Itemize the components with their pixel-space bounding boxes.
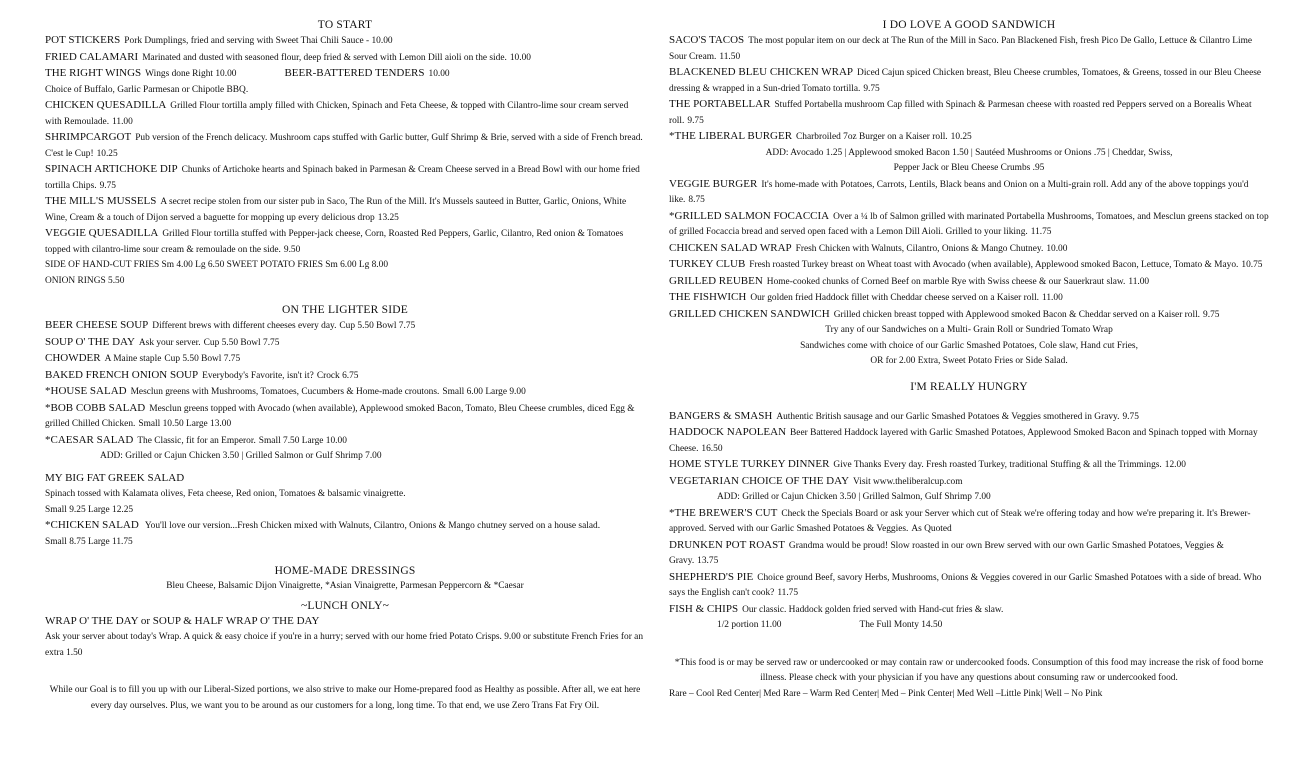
item-desc: Beer Battered Haddock layered with Garlic Smashed Potatoes, Applewood Smoked Bacon and Spinach topped with Mornay Cheese. <box>669 428 1258 454</box>
item-name: WRAP O' THE DAY or SOUP & HALF WRAP O' THE DAY <box>45 614 320 627</box>
fish-chips-portions <box>669 618 1269 634</box>
item-name: THE PORTABELLAR <box>669 98 771 110</box>
to-start-list-2 <box>45 98 645 258</box>
item-price: 9.50 <box>283 244 301 255</box>
item-desc: The Classic, fit for an Emperor. <box>137 435 256 446</box>
add-on-line: ADD: Avocado 1.25 | Applewood smoked Bacon 1.50 | Sautéed Mushrooms or Onions .75 | Cheddar, Swiss, <box>765 147 1173 158</box>
item-name: SHEPHERD'S PIE <box>669 570 754 583</box>
item-desc: Check the Specials Board or ask your Server which cut of Steak we're offering today and how we're preparing it. It's Brewer-approved. Served with our Garlic Smashed Potatoes & Veggies. <box>669 508 1251 534</box>
item-desc: Choice ground Beef, savory Herbs, Mushrooms, Onions & Veggies covered in our Garlic Smashed Potatoes with a side of bread. Who says the English can't cook? <box>669 572 1262 598</box>
add-on-line-2: Pepper Jack or Bleu Cheese Crumbs .95 <box>893 163 1045 173</box>
section-heading-dressings: HOME-MADE DRESSINGS <box>274 565 416 577</box>
item-price: 8.75 <box>688 195 705 205</box>
item-desc: A secret recipe stolen from our sister pub in Saco, The Run of the Mill. It's Mussels sauteed in Butter, Garlic, Onions, White Wine, Cream & a touch of Dijon served a baguette for mopping up every delicious drop <box>45 197 627 223</box>
item-desc: Authentic British sausage and our Garlic Smashed Potatoes & Veggies smothered in Gravy. <box>776 411 1120 422</box>
menu-item <box>669 65 1269 97</box>
menu-item <box>45 130 645 162</box>
sandwich-note: OR for 2.00 Extra, Sweet Potato Fries or Side Salad. <box>870 356 1068 366</box>
item-desc: Mesclun greens with Mushrooms, Tomatoes, Cucumbers & Home-made croutons. <box>130 387 440 397</box>
menu-item <box>45 384 645 401</box>
item-name: DRUNKEN POT ROAST <box>669 538 785 551</box>
item-name: *GRILLED SALMON FOCACCIA <box>669 209 830 222</box>
menu-item <box>669 457 1269 474</box>
item-desc: You'll love our version...Fresh Chicken mixed with Walnuts, Cilantro, Onions & Mango chutney served on a house salad. <box>144 521 601 531</box>
menu-item <box>45 368 645 385</box>
sandwich-list <box>669 33 1269 146</box>
item-name: *BOB COBB SALAD <box>45 401 146 414</box>
item-name: FISH & CHIPS <box>669 602 739 615</box>
item-name: *CHICKEN SALAD <box>45 519 139 531</box>
health-footer: While our Goal is to fill you up with our Liberal-Sized portions, we also strive to make our Home-prepared food as Healthy as possible. After all, we eat here every day ourselves. Plus, we want you to be around as our customers for a long, long time. To that end, we use Zero Trans Fat Fry Oil. <box>49 685 641 711</box>
item-price: 9.75 <box>687 115 704 126</box>
item-desc: Diced Cajun spiced Chicken breast, Bleu Cheese crumbles, Tomatoes, & Greens, tossed in our Bleu Cheese dressing & wrapped in a Sun-dried Tomato tortilla. <box>669 68 1262 94</box>
menu-item <box>45 335 645 352</box>
hungry-list <box>669 409 1269 491</box>
item-name: *THE LIBERAL BURGER <box>669 130 793 142</box>
item-desc: It's home-made with Potatoes, Carrots, Lentils, Black beans and Onion on a Multi-grain roll. Add any of the above toppings you'd like. <box>669 179 1249 205</box>
raw-food-disclaimer: *This food is or may be served raw or undercooked or may contain raw or undercooked foods. Consumption of this food may increase the risk of food borne illness. Please check with your physician if you have any questions about consuming raw or undercooked food. <box>674 657 1264 683</box>
menu-item <box>45 194 645 226</box>
menu-item <box>669 209 1269 241</box>
item-desc: Pork Dumplings, fried and serving with Sweet Thai Chili Sauce - 10.00 <box>124 36 393 46</box>
menu-item <box>45 33 645 50</box>
item-name: BEER-BATTERED TENDERS <box>284 67 425 79</box>
menu-item <box>45 162 645 194</box>
section-heading-sandwich: I DO LOVE A GOOD SANDWICH <box>882 19 1056 31</box>
item-price: 12.00 <box>1164 460 1186 470</box>
item-name: HADDOCK NAPOLEAN <box>669 426 787 438</box>
sandwich-note: Try any of our Sandwiches on a Multi- Grain Roll or Sundried Tomato Wrap <box>825 325 1113 335</box>
item-desc: Ask your server about today's Wrap. A quick & easy choice if you're in a hurry; served with our home fried Potato Crisps. 9.00 or substitute French Fries for an extra 1.50 <box>45 632 644 658</box>
menu-item <box>669 538 1269 570</box>
item-desc: Chunks of Artichoke hearts and Spinach baked in Parmesan & Cream Cheese served in a Bread Bowl with our home fried tortilla Chips. <box>45 165 640 191</box>
item-desc: Spinach tossed with Kalamata olives, Feta cheese, Red onion, Tomatoes & balsamic vinaigrette. <box>45 489 406 499</box>
menu-item <box>45 433 645 450</box>
item-name: SOUP O' THE DAY <box>45 335 135 348</box>
item-name: *THE BREWER'S CUT <box>669 506 778 519</box>
item-price: Small 10.50 Large 13.00 <box>138 419 232 429</box>
to-start-list <box>45 33 645 66</box>
item-price: 10.25 <box>96 148 118 159</box>
item-name: CHICKEN QUESADILLA <box>45 99 167 111</box>
item-price: 11.00 <box>112 116 133 127</box>
item-desc: Grilled chicken breast topped with Applewood smoked Bacon & Cheddar served on a Kaiser roll. <box>833 309 1201 320</box>
item-price: 11.50 <box>719 51 741 62</box>
item-desc: Our classic. Haddock golden fried served with Hand-cut fries & slaw. <box>742 604 1004 615</box>
menu-item <box>45 614 645 662</box>
menu-item <box>45 66 645 98</box>
item-name: CHOWDER <box>45 352 101 364</box>
item-name: FRIED CALAMARI <box>45 50 139 63</box>
menu-item <box>669 241 1269 258</box>
item-desc: Fresh Chicken with Walnuts, Cilantro, Onions & Mango Chutney. <box>795 243 1044 254</box>
menu-item <box>669 425 1269 457</box>
item-price: 10.75 <box>1241 260 1263 270</box>
section-heading-lighter: ON THE LIGHTER SIDE <box>282 304 408 316</box>
section-heading-hungry: I'M REALLY HUNGRY <box>910 380 1028 393</box>
menu-item <box>45 226 645 258</box>
menu-item <box>669 274 1269 291</box>
menu-item <box>669 409 1269 426</box>
item-name: VEGGIE QUESADILLA <box>45 227 159 239</box>
add-on-line: ADD: Grilled or Cajun Chicken 3.50 | Grilled Salmon or Gulf Shrimp 7.00 <box>100 451 382 461</box>
item-price: Cup 5.50 Bowl 7.75 <box>203 337 280 348</box>
item-desc: Wings done Right 10.00 <box>145 69 237 79</box>
menu-item <box>669 570 1269 602</box>
item-price: Small 7.50 Large 10.00 <box>258 435 347 446</box>
item-price: Small 9.25 Large 12.25 <box>45 504 134 515</box>
item-name: VEGGIE BURGER <box>669 177 758 190</box>
item-name: BAKED FRENCH ONION SOUP <box>45 368 199 381</box>
item-desc: Choice of Buffalo, Garlic Parmesan or Chipotle BBQ. <box>45 84 249 95</box>
item-price: 11.75 <box>1030 227 1052 237</box>
item-price: 11.00 <box>1042 293 1063 303</box>
menu-item <box>45 401 645 433</box>
menu-item <box>669 602 1269 619</box>
item-name: TURKEY CLUB <box>669 258 746 270</box>
item-name: THE RIGHT WINGS <box>45 67 142 79</box>
item-desc: Pub version of the French delicacy. Mushroom caps stuffed with Garlic butter, Gulf Shrimp & Brie, served with a side of French bread. C'est le Cup! <box>45 133 643 159</box>
item-price: Small 8.75 Large 11.75 <box>45 536 133 547</box>
item-name: HOME STYLE TURKEY DINNER <box>669 458 830 470</box>
item-name: SHRIMPCARGOT <box>45 131 132 143</box>
item-desc: Stuffed Portabella mushroom Cap filled with Spinach & Parmesan cheese with roasted red Peppers served on a Borealis Wheat roll. <box>669 100 1252 126</box>
menu-item <box>669 474 1269 491</box>
item-desc: Visit www.theliberalcup.com <box>853 476 963 487</box>
doneness-guide: Rare – Cool Red Center| Med Rare – Warm Red Center| Med – Pink Center| Med Well –Little Pink| Well – No Pink <box>669 688 1103 699</box>
menu-item <box>669 97 1269 129</box>
item-price: 10.00 <box>428 69 450 79</box>
item-desc: Different brews with different cheeses every day. <box>152 321 337 331</box>
menu-item <box>669 177 1269 209</box>
lighter-list <box>45 318 645 449</box>
item-price: 11.00 <box>1128 276 1150 287</box>
full-portion-price: The Full Monty 14.50 <box>859 620 943 630</box>
item-desc: Our golden fried Haddock fillet with Cheddar cheese served on a Kaiser roll. <box>750 293 1040 303</box>
item-desc: Home-cooked chunks of Corned Beef on marble Rye with Swiss cheese & our Sauerkraut slaw. <box>766 276 1126 287</box>
item-name: SACO'S TACOS <box>669 34 745 46</box>
item-price: 10.00 <box>1046 243 1068 254</box>
item-name: GRILLED CHICKEN SANDWICH <box>669 307 830 320</box>
menu-item <box>669 290 1269 307</box>
right-column <box>669 18 1269 702</box>
add-on-line: ADD: Grilled or Cajun Chicken 3.50 | Grilled Salmon, Gulf Shrimp 7.00 <box>717 492 991 502</box>
hungry-list-2 <box>669 506 1269 619</box>
sandwich-list-2 <box>669 177 1269 324</box>
fries-line: SIDE OF HAND-CUT FRIES Sm 4.00 Lg 6.50 SWEET POTATO FRIES Sm 6.00 Lg 8.00 <box>45 260 389 270</box>
menu-item <box>45 471 645 519</box>
item-price: 10.00 <box>509 52 531 63</box>
menu-item <box>669 257 1269 274</box>
sandwich-note: Sandwiches come with choice of our Garlic Smashed Potatoes, Cole slaw, Hand cut Fries, <box>800 340 1138 351</box>
item-price: 13.75 <box>697 556 719 566</box>
item-name: THE MILL'S MUSSELS <box>45 195 157 207</box>
item-desc: Fresh roasted Turkey breast on Wheat toast with Avocado (when available), Applewood smoked Bacon, Lettuce, Tomato & Mayo. <box>749 260 1239 270</box>
item-price: 9.75 <box>863 83 880 94</box>
item-name: VEGETARIAN CHOICE OF THE DAY <box>669 474 850 487</box>
item-desc: A Maine staple <box>104 354 162 364</box>
item-name: BLACKENED BLEU CHICKEN WRAP <box>669 66 854 78</box>
item-desc: Marinated and dusted with seasoned flour, deep fried & served with Lemon Dill aioli on the side. <box>142 52 507 63</box>
item-name: BEER CHEESE SOUP <box>45 319 149 331</box>
menu-item <box>45 318 645 335</box>
menu-item <box>669 129 1269 146</box>
item-price: Crock 6.75 <box>316 370 359 381</box>
menu-item <box>669 307 1269 324</box>
item-name: CHICKEN SALAD WRAP <box>669 241 792 254</box>
item-desc: Grilled Flour tortilla amply filled with Chicken, Spinach and Feta Cheese, & topped with Cilantro-lime sour cream served with Remoulade. <box>45 101 629 127</box>
item-price: 16.50 <box>701 443 723 454</box>
item-price: Cup 5.50 Bowl 7.75 <box>164 354 241 364</box>
item-desc: Give Thanks Every day. Fresh roasted Turkey, traditional Stuffing & all the Trimmings. <box>833 460 1162 470</box>
item-price: 9.75 <box>1122 411 1139 422</box>
item-name: MY BIG FAT GREEK SALAD <box>45 471 185 484</box>
item-price: 9.75 <box>1203 309 1220 320</box>
item-desc: Over a ¼ lb of Salmon grilled with marinated Portabella Mushrooms, Tomatoes, and Mesclun greens stacked on top of grilled Focaccia bread and served open faced with a Lemon Dill Aioli. Grilled to your liking. <box>669 211 1269 237</box>
item-desc: Charbroiled 7oz Burger on a Kaiser roll. <box>796 132 948 142</box>
item-price: As Quoted <box>911 524 952 534</box>
item-price: 13.25 <box>377 212 399 223</box>
item-name: BANGERS & SMASH <box>669 409 773 422</box>
item-name: GRILLED REUBEN <box>669 274 763 287</box>
item-desc: Ask your server. <box>138 337 201 348</box>
item-price: 9.75 <box>99 180 116 191</box>
menu-item <box>45 98 645 130</box>
section-heading-lunch: ~LUNCH ONLY~ <box>300 599 390 612</box>
item-name: SPINACH ARTICHOKE DIP <box>45 163 178 175</box>
item-price: Small 6.00 Large 9.00 <box>442 387 526 397</box>
item-name: THE FISHWICH <box>669 291 747 303</box>
menu-item <box>669 506 1269 538</box>
item-price: 11.75 <box>777 588 799 598</box>
menu-item <box>45 50 645 67</box>
menu-item <box>669 33 1269 65</box>
onion-rings-line: ONION RINGS 5.50 <box>45 275 125 286</box>
item-desc: Grandma would be proud! Slow roasted in our own Brew served with our own Garlic Smashed Potatoes, Veggies & Gravy. <box>669 540 1224 566</box>
menu-item <box>45 351 645 368</box>
item-price: 10.25 <box>950 132 972 142</box>
dressings-list: Bleu Cheese, Balsamic Dijon Vinaigrette, *Asian Vinaigrette, Parmesan Peppercorn & *Caesar <box>166 581 524 591</box>
item-desc: Everybody's Favorite, isn't it? <box>202 370 314 381</box>
item-price: Cup 5.50 Bowl 7.75 <box>339 321 416 331</box>
item-name: *HOUSE SALAD <box>45 385 127 397</box>
item-desc: Mesclun greens topped with Avocado (when available), Applewood smoked Bacon, Tomato, Bleu Cheese crumbles, diced Egg & grilled Chilled Chicken. <box>45 403 635 429</box>
half-portion-price: 1/2 portion 11.00 <box>717 620 782 630</box>
item-desc: The most popular item on our deck at The Run of the Mill in Saco. Pan Blackened Fish, fresh Pico De Gallo, Lettuce & Cilantro Lime Sour Cream. <box>669 36 1253 62</box>
item-desc: Grilled Flour tortilla stuffed with Pepper-jack cheese, Corn, Roasted Red Peppers, Garlic, Cilantro, Red onion & Tomatoes topped with cilantro-lime sour cream & remoulade on the side. <box>45 229 624 255</box>
item-name: POT STICKERS <box>45 34 121 46</box>
item-name: *CAESAR SALAD <box>45 433 134 446</box>
menu-item <box>45 518 645 550</box>
left-column <box>45 18 645 714</box>
section-heading-to-start: TO START <box>317 19 373 31</box>
